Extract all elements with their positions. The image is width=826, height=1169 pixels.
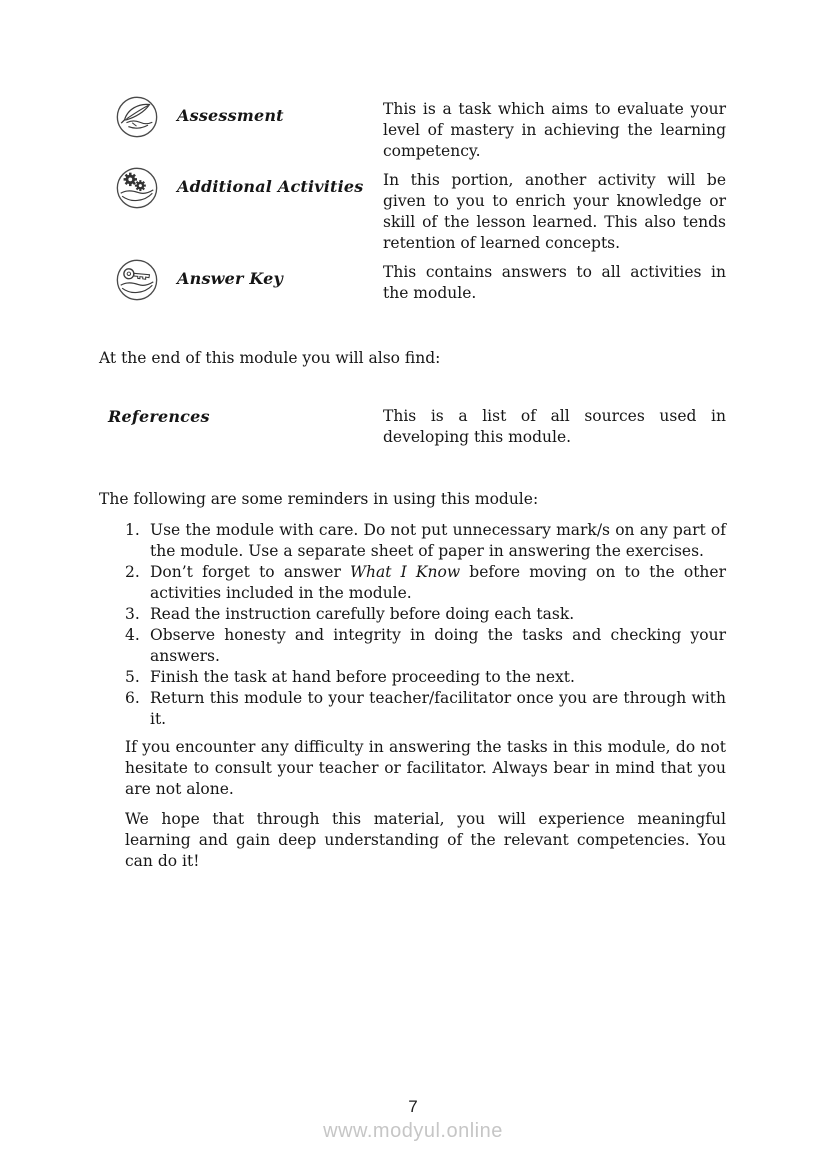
page-number: 7 <box>408 1097 418 1116</box>
reminder-item <box>99 562 726 604</box>
reminder-number: 5. <box>125 668 140 686</box>
watermark: www.modyul.online <box>323 1120 503 1142</box>
reminders-intro: The following are some reminders in using this module: <box>99 490 539 508</box>
references-description: This is a list of all sources used in developing this module. <box>383 407 726 446</box>
reminders-list <box>99 520 726 730</box>
reminder-item <box>99 688 726 730</box>
page-content <box>99 99 726 872</box>
reminder-text: Don’t forget to answer What I Know before moving on to the other activities included in the module. <box>150 563 726 602</box>
reminder-item <box>99 604 726 625</box>
reminder-text: Use the module with care. Do not put unnecessary mark/s on any part of the module. Use a separate sheet of paper in answering the exercises. <box>150 521 726 560</box>
reminder-number: 2. <box>125 563 140 581</box>
reminder-text: Observe honesty and integrity in doing the tasks and checking your answers. <box>150 626 726 665</box>
closing-paragraph-2: We hope that through this material, you will experience meaningful learning and gain deep understanding of the relevant competencies. You can do it! <box>125 810 726 870</box>
module-part-label: Assessment <box>177 106 284 125</box>
module-parts-list <box>99 99 726 304</box>
reminder-number: 6. <box>125 689 140 707</box>
reminder-text: Read the instruction carefully before doing each task. <box>150 605 575 623</box>
reminder-text: Return this module to your teacher/facilitator once you are through with it. <box>150 689 726 728</box>
reminder-number: 4. <box>125 626 140 644</box>
closing-paragraph-1: If you encounter any difficulty in answering the tasks in this module, do not hesitate to consult your teacher or facilitator. Always bear in mind that you are not alone. <box>125 738 726 798</box>
page-footer <box>0 1096 826 1142</box>
module-part-description: This is a task which aims to evaluate your level of mastery in achieving the learning competency. <box>383 100 726 160</box>
hand-pen-icon <box>99 94 177 140</box>
hand-key-icon <box>99 257 177 303</box>
hand-gears-icon <box>99 165 177 211</box>
module-part-description: In this portion, another activity will be given to you to enrich your knowledge or skill of the lesson learned. This also tends retention of learned concepts. <box>383 171 726 252</box>
references-label: References <box>108 407 210 426</box>
end-note: At the end of this module you will also find: <box>99 349 441 367</box>
references-row <box>99 406 726 448</box>
module-part-row <box>99 262 726 304</box>
module-part-description: This contains answers to all activities in the module. <box>383 263 726 302</box>
reminder-number: 3. <box>125 605 140 623</box>
module-part-label: Answer Key <box>177 269 284 288</box>
reminder-item <box>99 625 726 667</box>
reminder-item <box>99 667 726 688</box>
module-part-label: Additional Activities <box>177 177 364 196</box>
reminder-number: 1. <box>125 521 140 539</box>
module-part-row <box>99 99 726 162</box>
module-part-row <box>99 170 726 254</box>
reminder-text: Finish the task at hand before proceeding to the next. <box>150 668 575 686</box>
reminder-item <box>99 520 726 562</box>
